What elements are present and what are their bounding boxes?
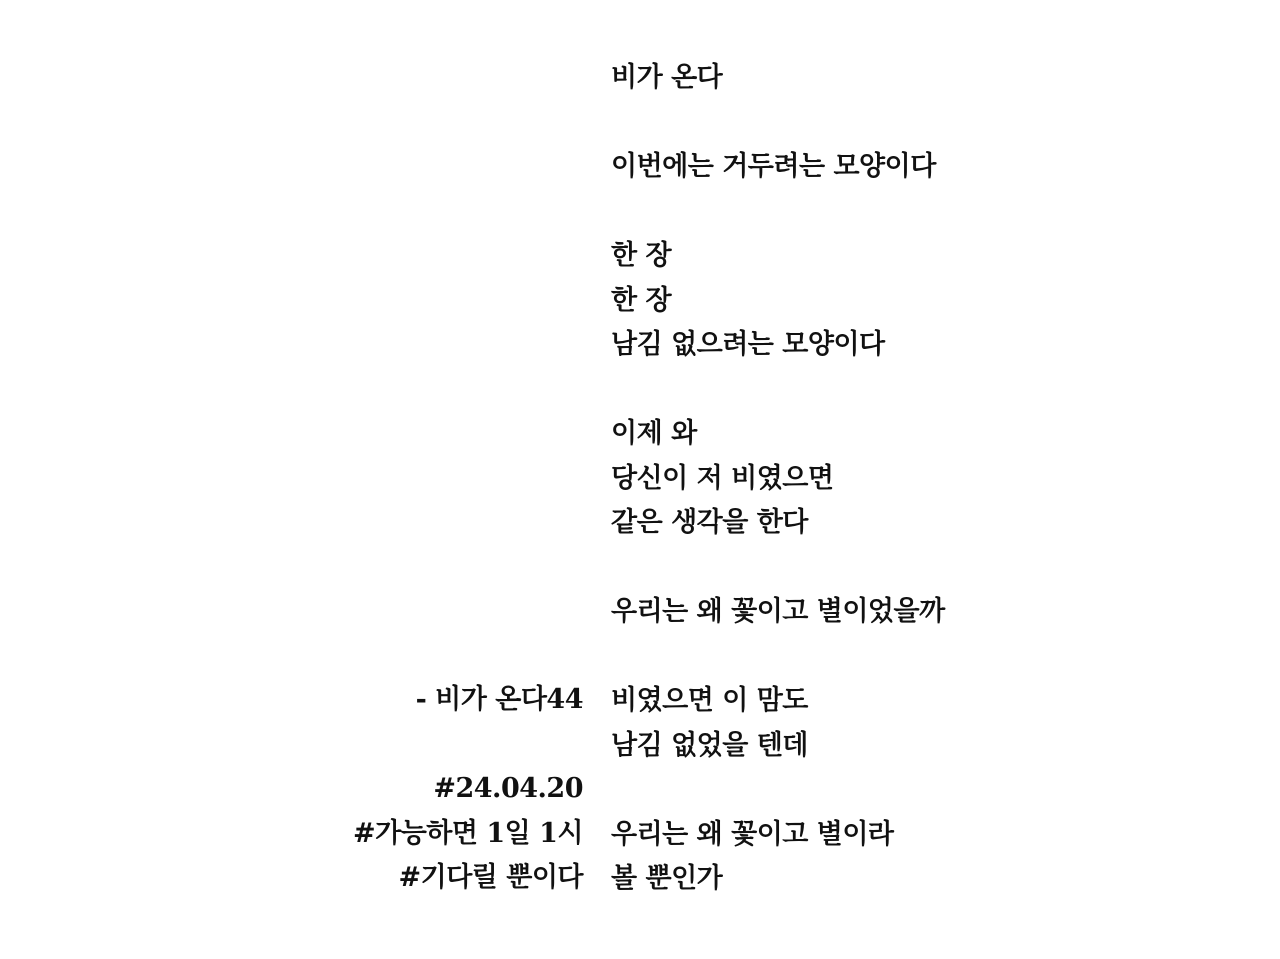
stanza-gap bbox=[611, 768, 1211, 813]
meta-gap bbox=[163, 723, 583, 768]
poem-line: 이번에는 거두려는 모양이다 bbox=[611, 151, 936, 182]
poem-meta bbox=[163, 678, 583, 901]
poem-signature: - 비가 온다44 bbox=[415, 684, 583, 715]
poem-line: 우리는 왜 꽃이고 별이었을까 bbox=[611, 596, 945, 627]
poem-line: 당신이 저 비였으면 bbox=[611, 462, 834, 494]
poem-line: 남김 없었을 텐데 bbox=[611, 729, 808, 761]
poem-line: 한 장 bbox=[611, 240, 672, 271]
poem-line: 볼 뿐인가 bbox=[611, 863, 723, 894]
stanza-gap bbox=[611, 190, 1211, 235]
hashtag: #가능하면 1일 1시 bbox=[353, 817, 583, 849]
poem-body bbox=[611, 56, 1211, 902]
poem-line: 비였으면 이 맘도 bbox=[611, 685, 808, 716]
poem-line: 비가 온다 bbox=[611, 62, 723, 93]
hashtag: #기다릴 뿐이다 bbox=[398, 862, 583, 893]
poem-line: 같은 생각을 한다 bbox=[611, 507, 808, 538]
date-hashtag: #24.04.20 bbox=[433, 773, 583, 804]
stanza-gap bbox=[611, 546, 1211, 591]
poem-line: 우리는 왜 꽃이고 별이라 bbox=[611, 818, 894, 850]
stanza-gap bbox=[611, 101, 1211, 146]
stanza-gap bbox=[611, 368, 1211, 413]
stanza-gap bbox=[611, 635, 1211, 680]
poem-line: 한 장 bbox=[611, 284, 672, 316]
poem-line: 남김 없으려는 모양이다 bbox=[611, 329, 885, 360]
poem-line: 이제 와 bbox=[611, 418, 697, 449]
